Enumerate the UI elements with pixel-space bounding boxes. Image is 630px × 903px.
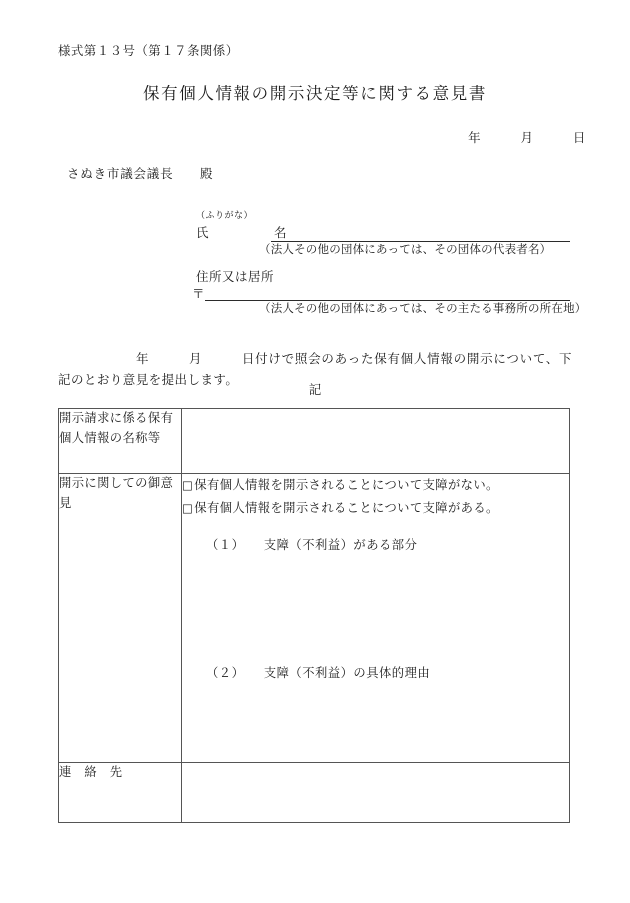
name-input-rule[interactable] xyxy=(271,241,570,242)
name-note: （法人その他の団体にあっては、その団体の代表者名） xyxy=(259,244,552,256)
row-value-subject-name[interactable] xyxy=(182,409,570,474)
sub-item-specific-reason: （２） 支障（不利益）の具体的理由 xyxy=(206,665,431,680)
option-has-objection-label: 保有個人情報を開示されることについて支障がある。 xyxy=(194,501,499,516)
sub-item-affected-portion: （１） 支障（不利益）がある部分 xyxy=(206,537,418,552)
body-paragraph: 年 月 日付けで照会のあった保有個人情報の開示について、下記のとおり意見を提出します。 xyxy=(58,352,572,387)
row-value-contact[interactable] xyxy=(182,763,570,823)
row-label-subject-name: 開示請求に係る保有個人情報の名称等 xyxy=(59,409,182,474)
date-line-header: 年 月 日 xyxy=(468,131,586,145)
address-input-rule[interactable] xyxy=(205,300,570,301)
row-label-opinion: 開示に関しての御意見 xyxy=(59,474,182,763)
opinion-form-table xyxy=(58,408,570,823)
checkbox-icon[interactable]: □ xyxy=(182,478,194,492)
name-label: 氏 名 xyxy=(196,226,288,240)
table-row xyxy=(59,409,570,474)
row-label-contact: 連 絡 先 xyxy=(59,763,182,823)
postal-code-icon: 〒 xyxy=(192,287,205,301)
row-value-opinion[interactable] xyxy=(182,474,570,763)
ki-mark: 記 xyxy=(308,383,322,397)
addressee: さぬき市議会議長 殿 xyxy=(67,167,214,181)
address-label: 住所又は居所 xyxy=(196,270,275,284)
furigana-label: （ふりがな） xyxy=(196,210,254,220)
option-no-objection[interactable] xyxy=(182,474,569,497)
option-no-objection-label: 保有個人情報を開示されることについて支障がない。 xyxy=(194,478,499,492)
table-row xyxy=(59,763,570,823)
address-note: （法人その他の団体にあっては、その主たる事務所の所在地） xyxy=(259,303,587,315)
checkbox-icon[interactable]: □ xyxy=(182,501,194,516)
option-has-objection[interactable] xyxy=(182,497,569,520)
form-number: 様式第１３号（第１７条関係） xyxy=(58,44,239,58)
page-title: 保有個人情報の開示決定等に関する意見書 xyxy=(143,84,487,103)
table-row xyxy=(59,474,570,763)
